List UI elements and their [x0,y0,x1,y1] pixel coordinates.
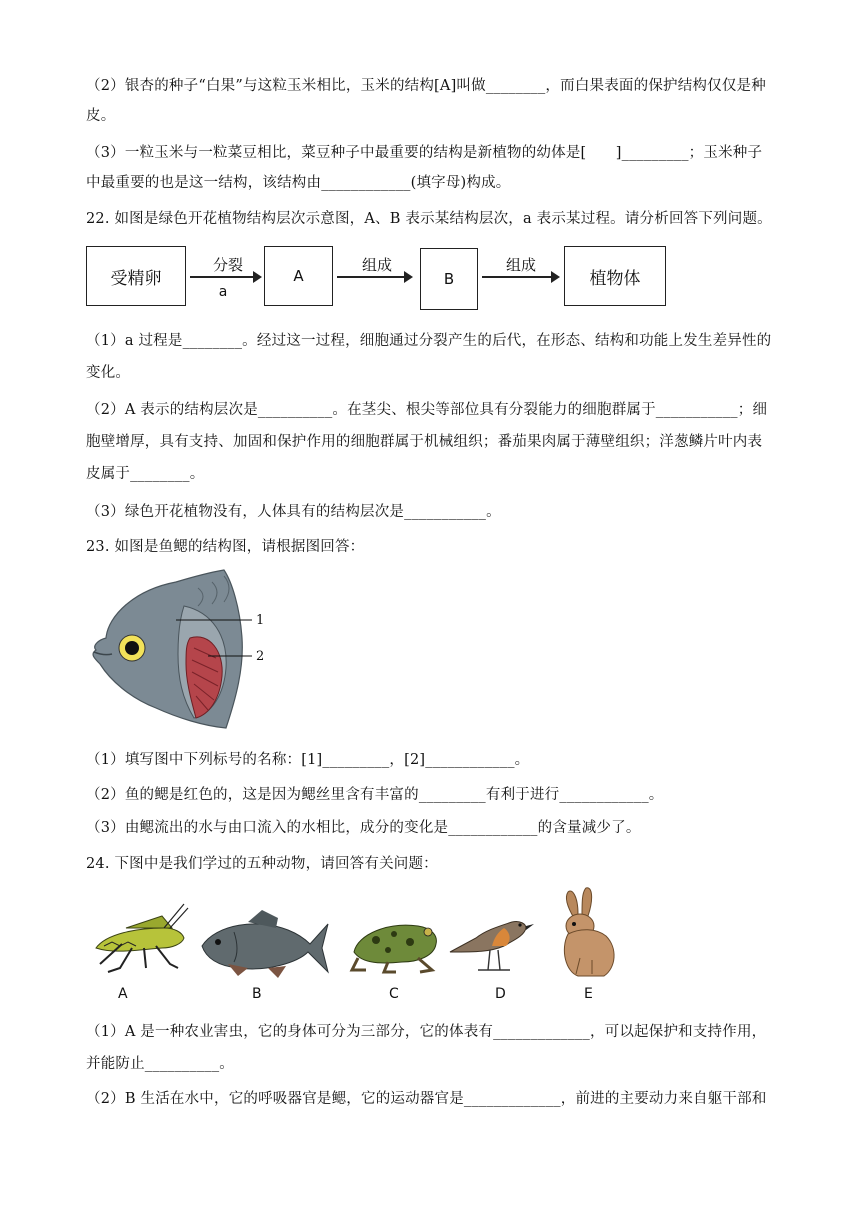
q23-part2: （2）鱼的鳃是红色的，这是因为鳃丝里含有丰富的_________有利于进行____________。 [86,787,664,803]
q23-part3: （3）由鳃流出的水与由口流入的水相比，成分的变化是____________的含量减少了。 [86,820,641,836]
animal-label-c: C [389,986,399,1002]
fish-label-1: 1 [256,613,265,628]
fish-label-2: 2 [256,649,265,664]
q21-part2-line2: 皮。 [86,108,116,124]
q23-part1: （1）填写图中下列标号的名称：[1]_________，[2]____________。 [86,752,530,768]
animal-label-a: A [118,986,128,1002]
flow-arrow1-label-top: 分裂 [212,256,243,274]
structure-level-flowchart [86,246,686,310]
carp-image [198,910,330,980]
flow-arrow-3 [482,276,558,278]
q23-stem: 23. 如图是鱼鳃的结构图，请根据图回答： [86,539,365,555]
q22-stem: 22. 如图是绿色开花植物结构层次示意图，A、B 表示某结构层次，a 表示某过程。请分析回答下列问题。 [86,211,772,227]
bird-image [446,906,534,976]
grasshopper-image [86,898,190,976]
flow-box-b: B [420,248,478,310]
flow-box-a: A [264,246,333,306]
q21-part3-line1: （3）一粒玉米与一粒菜豆相比，菜豆种子中最重要的结构是新植物的幼体是[ ]_________；玉米种子 [86,145,763,161]
frog-image [348,912,440,974]
q24-stem: 24. 下图中是我们学过的五种动物，请回答有关问题： [86,856,438,872]
q22-part1-line2: 变化。 [86,365,131,381]
rabbit-image [552,886,620,980]
flow-arrow2-label: 组成 [361,256,392,274]
q22-part2-line1: （2）A 表示的结构层次是__________。在茎尖、根尖等部位具有分裂能力的细胞群属于___________；细 [86,402,768,418]
flow-arrow-1 [190,276,260,278]
q22-part2-line2: 胞壁增厚，具有支持、加固和保护作用的细胞群属于机械组织；番茄果肉属于薄壁组织；洋葱鳞片叶内表 [86,434,763,450]
q21-part2-line1: （2）银杏的种子“白果”与这粒玉米相比，玉米的结构[A]叫做________，而白果表面的保护结构仅仅是种 [86,78,766,94]
flow-arrow3-label: 组成 [505,256,536,274]
flow-arrow1-label-bottom: a [218,284,228,300]
q21-part3-line2: 中最重要的也是这一结构，该结构由____________(填字母)构成。 [86,175,511,191]
animal-label-b: B [252,986,262,1002]
q24-part1-line1: （1）A 是一种农业害虫，它的身体可分为三部分，它的体表有_____________，可以起保护和支持作用， [86,1024,767,1040]
q24-part1-line2: 并能防止__________。 [86,1056,234,1072]
q22-part1-line1: （1）a 过程是________。经过这一过程，细胞通过分裂产生的后代，在形态、结构和功能上发生差异性的 [86,333,772,349]
flow-box-plant: 植物体 [564,246,666,306]
animal-label-d: D [495,986,506,1002]
q24-part2-line1: （2）B 生活在水中，它的呼吸器官是鳃，它的运动器官是_____________，前进的主要动力来自躯干部和 [86,1091,767,1107]
flow-arrow-2 [337,276,411,278]
flow-box-zygote: 受精卵 [86,246,186,306]
animal-label-e: E [584,986,593,1002]
q22-part3: （3）绿色开花植物没有，人体具有的结构层次是___________。 [86,504,501,520]
q22-part2-line3: 皮属于________。 [86,466,205,482]
